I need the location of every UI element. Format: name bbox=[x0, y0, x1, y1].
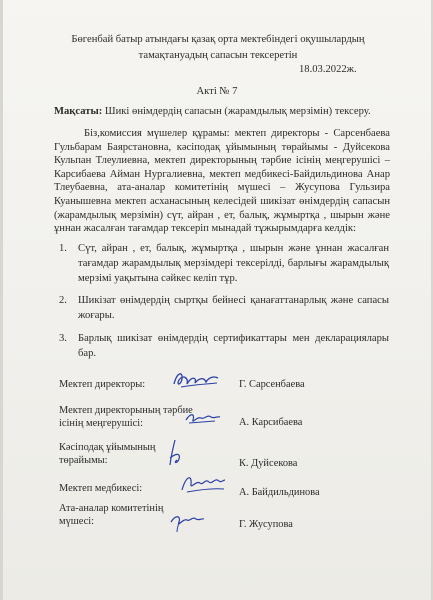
finding-item bbox=[59, 332, 389, 362]
handwritten-signature bbox=[167, 508, 207, 534]
document-date: 18.03.2022ж. bbox=[299, 64, 357, 75]
handwritten-signature bbox=[183, 408, 223, 428]
finding-text: Шикізат өнімдердің сыртқы бейнесі қанағаттанарлық және сапасы жоғары. bbox=[78, 295, 389, 322]
finding-number: 3. bbox=[59, 332, 67, 344]
signature-role-director: Мектеп директоры: bbox=[59, 379, 146, 390]
commission-paragraph: Біз,комиссия мүшелер құрамы: мектеп директоры - Сарсенбаева Гульбарам Баярстановна, кәсіподақ ұйымының төрайымы - Дуйсекова Кульпан Тлеулиевна, мектеп директорының тәрбие ісінің меңгерушісі – Карсибаева Айман Нургалиевна, мектеп медбикесі-Байдильдинова Анар Тлеубаевна, ата-аналар комитетінің мүшесі – Жусупова Гульзира Куанышевна мектеп асханасының келесідей шикізат өнімдердің сапасын (жарамдылық мерзімін) сүт, айран , ет, балық, жұмыртқа , шырын және ұннан жасалған тағамдар тексеріп мынадай тұжырымдарға келдік: bbox=[54, 128, 390, 235]
purpose-line bbox=[54, 106, 371, 117]
handwritten-signature bbox=[178, 470, 228, 496]
signature-name-union: К. Дуйсекова bbox=[239, 458, 298, 469]
finding-number: 1. bbox=[59, 243, 67, 254]
finding-text: Сүт, айран , ет, балық, жұмыртқа , шырын және ұннан жасалған тағамдар жарамдылық мерзімдері тексерілді, барлығы жарамдылық мерзімі уақытына сәйкес келіп тұр. bbox=[78, 243, 389, 284]
finding-text: Барлық шикізат өнімдердің сертификаттары мен декларациялары бар. bbox=[78, 332, 389, 359]
handwritten-signature bbox=[161, 438, 191, 468]
signature-role-union: Кәсіподақ ұйымының төрайымы: bbox=[59, 442, 156, 466]
signature-role-nurse: Мектеп медбикесі: bbox=[59, 483, 143, 494]
signature-name-parents: Г. Жусупова bbox=[239, 519, 293, 530]
purpose-label: Мақсаты: bbox=[54, 106, 103, 117]
act-number: Акті № 7 bbox=[196, 86, 238, 97]
handwritten-signature bbox=[171, 368, 221, 392]
findings-list bbox=[59, 242, 389, 370]
signature-role-parents: Ата-аналар комитетінің мүшесі: bbox=[59, 503, 164, 527]
finding-item bbox=[59, 242, 389, 286]
signature-name-director: Г. Сарсенбаева bbox=[239, 379, 305, 390]
signature-name-deputy: А. Карсибаева bbox=[239, 417, 303, 428]
document-title: Бөгенбай батыр атындағы қазақ орта мектебіндегі оқушылардың тамақтануадың сапасын тексеретін bbox=[71, 34, 365, 61]
finding-item bbox=[59, 294, 389, 324]
signature-role-deputy: Мектеп директорының тәрбие ісінің меңгерушісі: bbox=[59, 405, 193, 429]
purpose-text: Шикі өнімдердің сапасын (жарамдылық мерзімін) тексеру. bbox=[104, 106, 371, 117]
document-sheet bbox=[3, 0, 431, 600]
signature-name-nurse: А. Байдильдинова bbox=[239, 487, 320, 498]
finding-number: 2. bbox=[59, 295, 67, 307]
